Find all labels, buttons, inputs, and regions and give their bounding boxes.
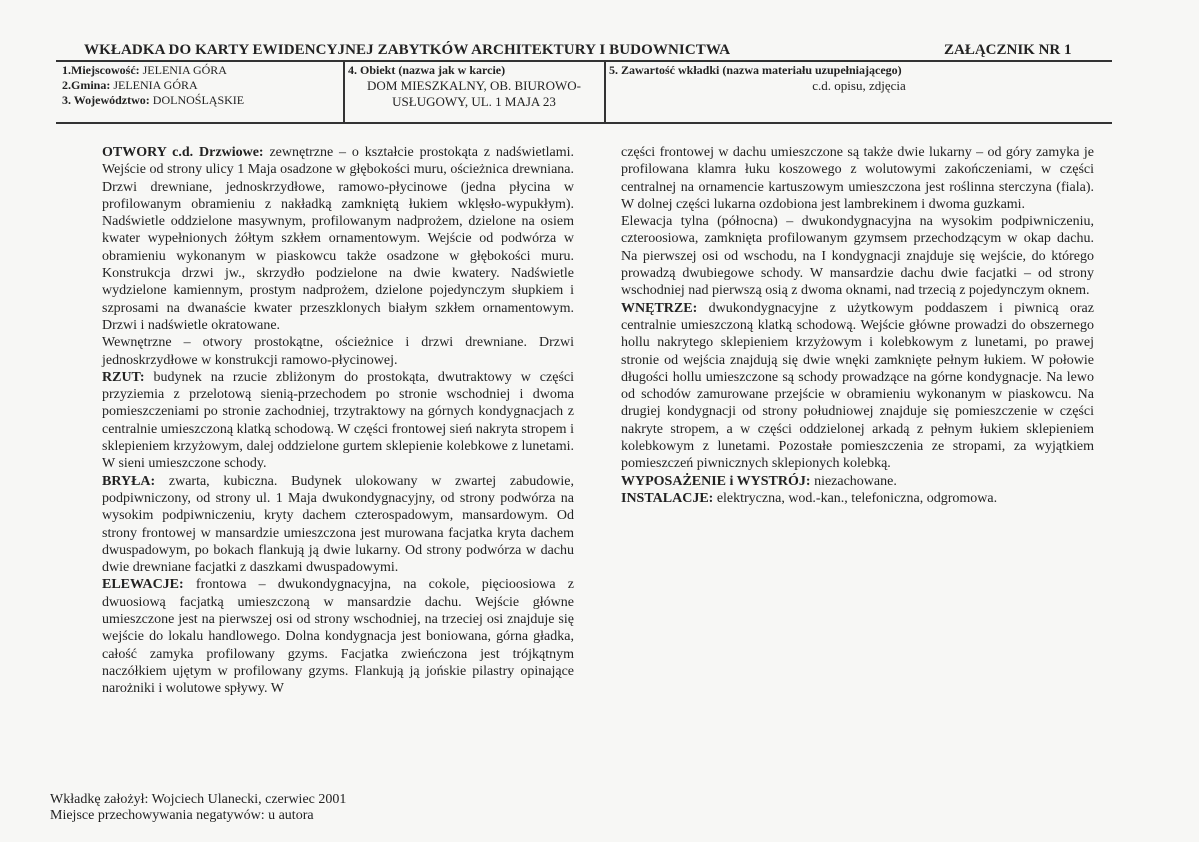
province-row: 3. Województwo: DOLNOŚLĄSKIE: [62, 93, 245, 107]
locality-row: 1.Miejscowość: JELENIA GÓRA: [62, 63, 227, 77]
header-cell-content: 5. Zawartość wkładki (nazwa materiału uzupełniającego) c.d. opisu, zdjęcia: [609, 63, 906, 93]
header-bottom-rule: [56, 122, 1112, 124]
footer-storage: Miejsce przechowywania negatywów: u autora: [50, 808, 314, 823]
header-top-rule: [56, 60, 1112, 62]
paragraph-rzut: RZUT: budynek na rzucie zbliżonym do prostokąta, dwutraktowy w części przyziemia z przelotową sienią-przechodem po stronie wschodniej i dwoma pomieszczeniami po stronie zachodniej, trzytraktowy na górnych kondygnacjach z centralnie umieszczoną klatką schodową. W części frontowej sień nakryta stropem i sklepieniem krzyżowym, dalej oddzielone gurtem sklepienie kolebkowe z lunetami. W sieni umieszczone schody.: [102, 369, 574, 472]
paragraph-instalacje: INSTALACJE: elektryczna, wod.-kan., telefoniczna, odgromowa.: [621, 490, 998, 506]
header-cell-location: [62, 63, 244, 108]
footer-author: Wkładkę założył: Wojciech Ulanecki, czerwiec 2001: [50, 792, 347, 807]
document-title: WKŁADKA DO KARTY EWIDENCYJNEJ ZABYTKÓW ARCHITEKTURY I BUDOWNICTWA: [84, 42, 731, 58]
header-divider-2: [604, 61, 606, 123]
paragraph-bryla: BRYŁA: zwarta, kubiczna. Budynek ulokowany w zwartej zabudowie, podpiwniczony, od strony ul. 1 Maja dwukondygnacyjny, od strony podwórza na wysokim podpiwniczeniu, kryty dachem czterospadowym, mansardowym. Od strony frontowej w mansardzie umieszczona jest murowana facjatka kryta dachem dwuspadowym, po bokach flankują ją dwie lukarny. Od strony podwórza w dachu dwie drewniane facjatki z daszkami dwuspadowymi.: [102, 473, 574, 576]
paragraph-elewacja-tylna: Elewacja tylna (północna) – dwukondygnacyjna na wysokim podpiwniczeniu, czteroosiowa, zamknięta profilowanym gzymsem przechodzącym w okap dachu. Na pierwszej osi od wschodu, na I kondygnacji znajduje się wejście, do którego prowadzą dwubiegowe schody. W mansardzie dachu dwie facjatki – od strony wschodniej nad pierwszą osią z dwoma oknami, nad trzecią z pojedynczym oknem.: [621, 214, 1094, 299]
annex-number: ZAŁĄCZNIK NR 1: [944, 42, 1072, 58]
paragraph-elewacje: ELEWACJE: frontowa – dwukondygnacyjna, na cokole, pięcioosiowa z dwuosiową facjatką umieszczoną w mansardzie dachu. Wejście główne umieszczone jest na pierwszej osi od strony wschodniej, na trzeciej osi znajduje się wejście do lokalu handlowego. Dolna kondygnacja jest boniowana, górna gładka, całość zamyka profilowany gzyms. Facjatka zwieńczona jest trójkątnym naczółkiem ujętym w profilowany gzyms. Flankują ją jońskie pilastry opinające narożniki i wolutowe spływy. W: [102, 577, 574, 697]
paragraph-wnetrze: WNĘTRZE: dwukondygnacyjne z użytkowym poddaszem i piwnicą oraz centralnie umieszczoną klatką schodową. Wejście główne prowadzi do obszernego hollu nakrytego sklepieniem krzyżowym i kolebkowym z lunetami, po prawej stronie od wejścia znajdują się dwie wnęki zamknięte pełnym łukiem. W połowie długości hollu umieszczone są schody prowadzące na górne kondygnacje. Na lewo od schodów zamurowane przejście w obramieniu wykonanym w piaskowcu. Na drugiej kondygnacji od strony południowej znajduje się pomieszczenie w części nakryte stropem, a w części oddzielonej arkadą z pełnym łukiem sklepieniem kolebkowym z lunetami. Pozostałe pomieszczenia ze stropami, za wyjątkiem pomieszczeń piwnicznych sklepionych kolebką.: [621, 300, 1094, 472]
header-cell-object: 4. Obiekt (nazwa jak w karcie) DOM MIESZKALNY, OB. BIUROWO- USŁUGOWY, UL. 1 MAJA 23: [348, 63, 581, 109]
left-text-column: [102, 144, 574, 698]
paragraph-lukarny: części frontowej w dachu umieszczone są także dwie lukarny – od góry zamyka je profilowana klamra łuku koszowego z wolutowymi zakończeniami, w części centralnej na ornamencie kartuszowym umieszczona jest roślinna sterczyna (fiala). W dolnej części lukarna ozdobiona jest lambrekinem i dwoma guzkami.: [621, 145, 1094, 212]
paragraph-otwory: OTWORY c.d. Drzwiowe: zewnętrzne – o kształcie prostokąta z nadświetlami. Wejście od strony ulicy 1 Maja osadzone w głębokości muru, ościeżnica drewniana. Drzwi drewniane, jednoskrzydłowe, ramowo-płycinowe (jedna płycina w profilowanym obramieniu z nakładką zamkniętą łukiem wklęsło-wypukłym). Nadświetle oddzielone masywnym, profilowanym nadprożem, dzielone na osiem kwater wypełnionych żółtym szkłem ornamentowym. Wejście od podwórza w obramieniu wykonanym w piaskowcu także osadzone w głębokości muru. Konstrukcja drzwi jw., skrzydło podzielone na dwie kwatery. Nadświetle wydzielone kamiennym, prostym nadprożem, dzielone pojedynczym słupkiem i szprosami na dwanaście kwater przeszklonych białym szkłem ornamentowym. Drzwi i nadświetle okratowane.: [102, 145, 574, 333]
paragraph-wyposazenie: WYPOSAŻENIE i WYSTRÓJ: niezachowane.: [621, 473, 897, 489]
right-text-column: [621, 144, 1094, 507]
header-divider-1: [343, 61, 345, 123]
commune-row: 2.Gmina: JELENIA GÓRA: [62, 78, 198, 92]
paragraph-wewnetrzne: Wewnętrzne – otwory prostokątne, ościeżnice i drzwi drewniane. Drzwi jednoskrzydłowe w konstrukcji ramowo-płycinowej.: [102, 335, 574, 368]
